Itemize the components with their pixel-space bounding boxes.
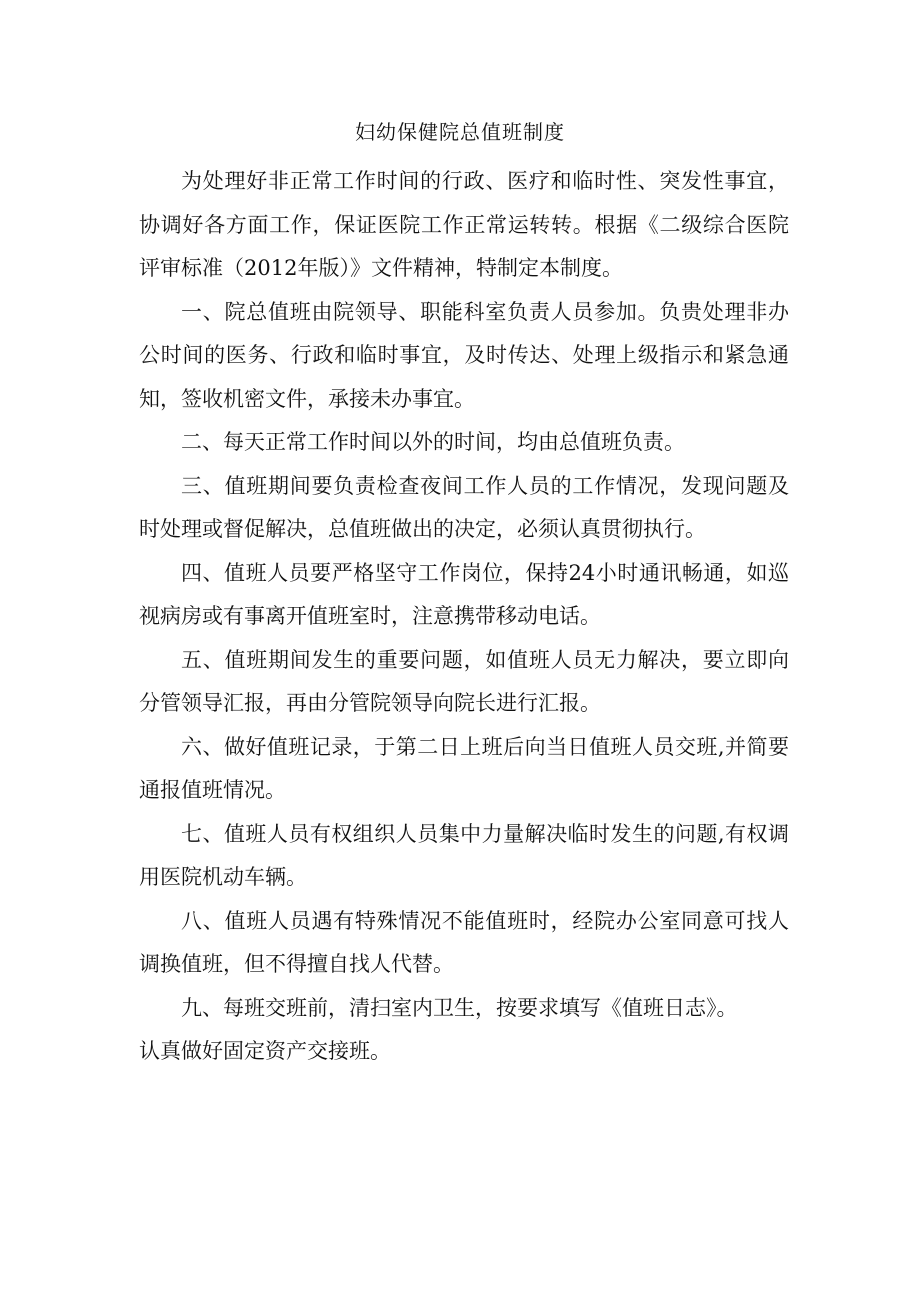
rule-paragraph-7: 七、值班人员有权组织人员集中力量解决临时发生的问题,有权调用医院机动车辆。 — [139, 821, 789, 889]
intro-paragraph: 为处理好非正常工作时间的行政、医疗和临时性、突发性事宜，协调好各方面工作，保证医院工作正常运转转。根据《二级综合医院评审标准（2012年版）》文件精神，特制定本制度。 — [139, 169, 789, 280]
rule-paragraph-6: 六、做好值班记录，于第二日上班后向当日值班人员交班,并简要通报值班情况。 — [139, 734, 789, 802]
rule-paragraph-3: 三、值班期间要负责检查夜间工作人员的工作情况，发现问题及时处理或督促解决，总值班做出的决定，必须认真贯彻执行。 — [139, 473, 789, 541]
rule-paragraph-8: 八、值班人员遇有特殊情况不能值班时，经院办公室同意可找人调换值班，但不得擅自找人代替。 — [139, 908, 789, 976]
rule-paragraph-2: 二、每天正常工作时间以外的时间，均由总值班负责。 — [181, 430, 685, 454]
rule-paragraph-4: 四、值班人员要严格坚守工作岗位，保持24小时通讯畅通，如巡视病房或有事离开值班室时，注意携带移动电话。 — [139, 560, 789, 628]
rule-paragraph-1: 一、院总值班由院领导、职能科室负责人员参加。负贵处理非办公时间的医务、行政和临时事宜，及时传达、处理上级指示和紧急通知，签收机密文件，承接未办事宜。 — [139, 299, 789, 411]
document-title: 妇幼保健院总值班制度 — [355, 120, 565, 144]
rule-paragraph-9: 九、每班交班前，清扫室内卫生，按要求填写《值班日志》。 — [181, 995, 738, 1020]
closing-line: 认真做好固定资产交接班。 — [139, 1039, 391, 1063]
document-body — [139, 160, 789, 1074]
rule-paragraph-5: 五、值班期间发生的重要问题，如值班人员无力解决，要立即向分管领导汇报，再由分管院领导向院长进行汇报。 — [139, 647, 789, 715]
